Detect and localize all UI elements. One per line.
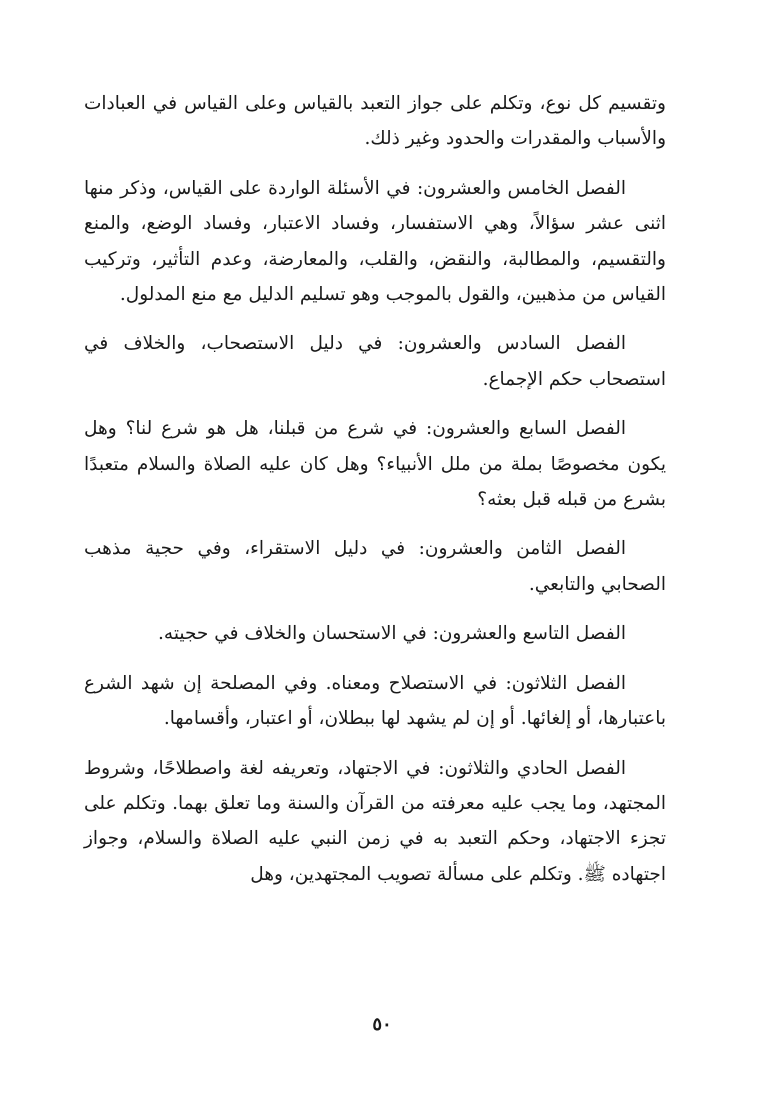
paragraph-chapter-26: الفصل السادس والعشرون: في دليل الاستصحاب، والخلاف في استصحاب حكم الإجماع. <box>84 333 666 390</box>
paragraph-continuation: وتقسيم كل نوع، وتكلم على جواز التعبد بالقياس وعلى القياس في العبادات والأسباب والمقدرات والحدود وغير ذلك. <box>84 93 666 150</box>
paragraph-chapter-28: الفصل الثامن والعشرون: في دليل الاستقراء، وفي حجية مذهب الصحابي والتابعي. <box>84 538 666 595</box>
paragraph-chapter-31: الفصل الحادي والثلاثون: في الاجتهاد، وتعريفه لغة واصطلاحًا، وشروط المجتهد، وما يجب عليه معرفته من القرآن والسنة وما تعلق بهما. وتكلم على تجزء الاجتهاد، وحكم التعبد به في زمن النبي عليه الصلاة والسلام، وجواز اجتهاده ﷺ. وتكلم على مسألة تصويب المجتهدين، وهل <box>84 757 666 885</box>
page-number: ٥٠ <box>372 1014 392 1035</box>
body-text <box>84 86 666 906</box>
paragraph-chapter-30: الفصل الثلاثون: في الاستصلاح ومعناه. وفي المصلحة إن شهد الشرع باعتبارها، أو إلغائها. أو إن لم يشهد لها ببطلان، أو اعتبار، وأقسامها. <box>84 672 666 730</box>
paragraph-chapter-25: الفصل الخامس والعشرون: في الأسئلة الواردة على القياس، وذكر منها اثنى عشر سؤالاً، وهي الاستفسار، وفساد الاعتبار، وفساد الوضع، والمنع والتقسيم، والمطالبة، والنقض، والقلب، والمعارضة، وعدم التأثير، وتركيب القياس من مذهبين، والقول بالموجب وهو تسليم الدليل مع منع المدلول. <box>84 177 666 306</box>
paragraph-chapter-29: الفصل التاسع والعشرون: في الاستحسان والخلاف في حجيته. <box>158 623 626 645</box>
paragraph-chapter-27: الفصل السابع والعشرون: في شرع من قبلنا، هل هو شرع لنا؟ وهل يكون مخصوصًا بملة من ملل الأنبياء؟ وهل كان عليه الصلاة والسلام متعبدًا بشرع من قبله قبل بعثه؟ <box>84 418 666 511</box>
